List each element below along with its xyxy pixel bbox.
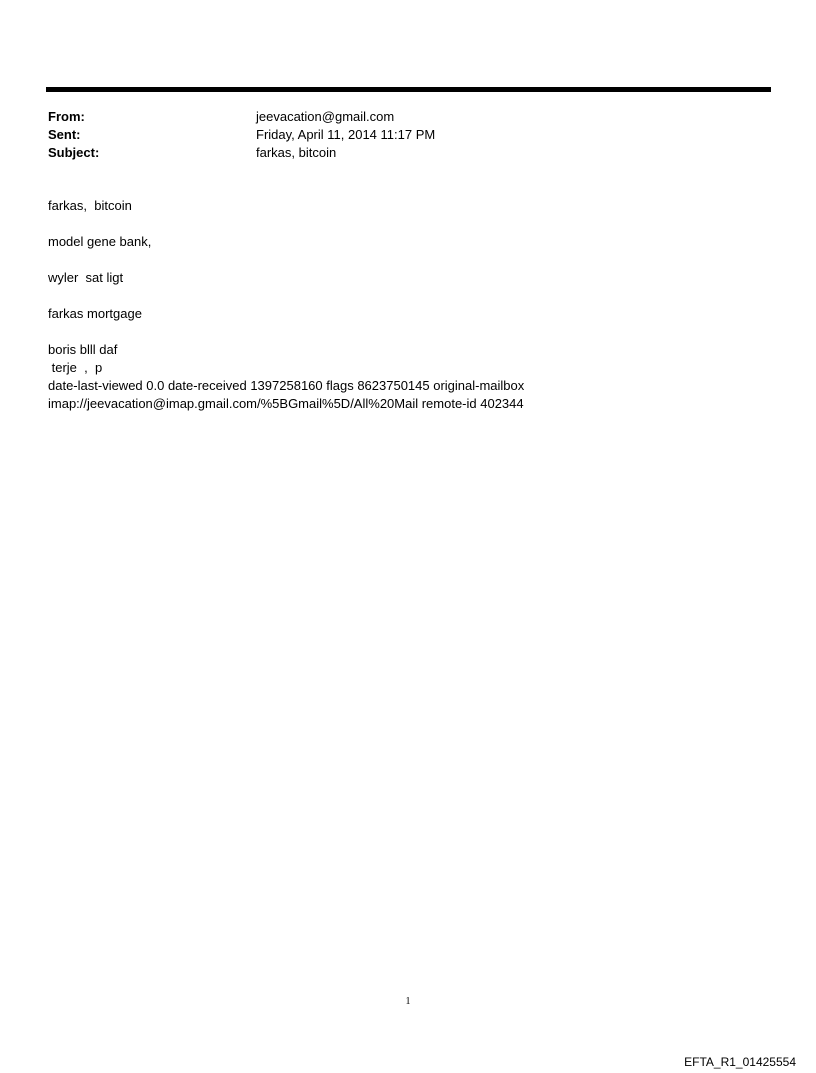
- email-header: [48, 108, 768, 162]
- subject-value: farkas, bitcoin: [256, 145, 337, 160]
- from-label: From:: [48, 109, 85, 124]
- sent-value: Friday, April 11, 2014 11:17 PM: [256, 127, 436, 142]
- sent-row: [48, 126, 768, 144]
- header-rule: [46, 87, 771, 92]
- body-line: farkas, bitcoin: [48, 198, 132, 213]
- body-line: wyler sat ligt: [48, 270, 124, 285]
- from-value: jeevacation@gmail.com: [256, 109, 395, 124]
- subject-row: [48, 144, 768, 162]
- body-line: model gene bank,: [48, 234, 152, 249]
- email-body: [48, 197, 768, 413]
- document-id: EFTA_R1_01425554: [684, 1055, 796, 1069]
- metadata-line: imap://jeevacation@imap.gmail.com/%5BGmail%5D/All%20Mail remote-id 402344: [48, 396, 524, 411]
- body-line: farkas mortgage: [48, 306, 142, 321]
- from-row: [48, 108, 768, 126]
- subject-label: Subject:: [48, 145, 100, 160]
- body-line: boris blll daf: [48, 342, 118, 357]
- metadata-line: date-last-viewed 0.0 date-received 1397258160 flags 8623750145 original-mailbox: [48, 378, 525, 393]
- sent-label: Sent:: [48, 127, 81, 142]
- body-line: terje , p: [48, 360, 103, 375]
- page-number: 1: [405, 996, 411, 1007]
